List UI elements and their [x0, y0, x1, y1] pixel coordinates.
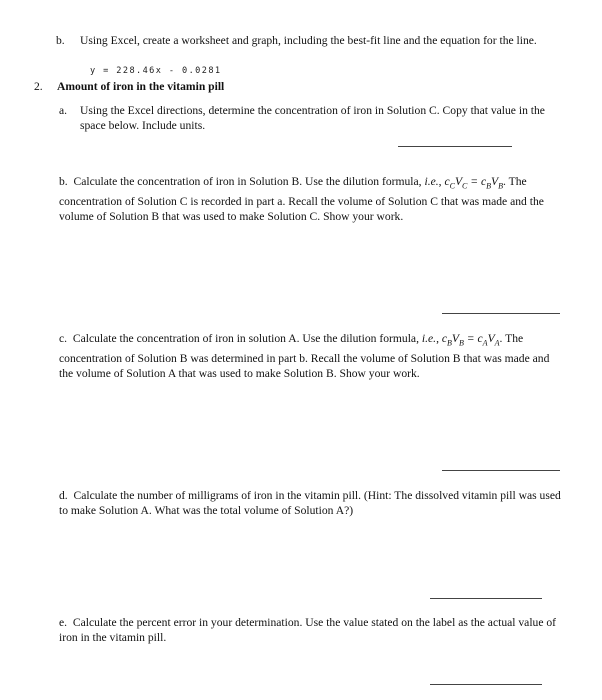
section-title: Amount of iron in the vitamin pill — [57, 80, 225, 93]
answer-line-c[interactable] — [442, 470, 560, 471]
question-e — [59, 615, 565, 645]
part-b-instructions: Using Excel, create a worksheet and graph, including the best-fit line and the equation for the line. — [80, 34, 537, 47]
question-e-marker: e. — [59, 616, 68, 629]
question-d-text: Calculate the number of milligrams of iron in the vitamin pill. (Hint: The dissolved vitamin pill was used to make Solution A. What was the total volume of Solution A?) — [59, 489, 561, 518]
question-c-ie: i.e. — [421, 332, 437, 345]
question-b: b. Calculate the concentration of iron in Solution B. Use the dilution formula, i.e., $c_CV_C = c_BV_B$. The concentration of Solution C is recorded in part a. Recall the volume of Solution C that was made and the volume of Solution B that was used to make Solution C. Show your work. — [59, 175, 544, 223]
answer-line-e[interactable] — [430, 684, 542, 685]
question-b-intro: Calculate the concentration of iron in Solution B. Use the dilution formula, — [73, 175, 422, 188]
question-a-text: Using the Excel directions, determine the concentration of iron in Solution C. Copy that value in the space below. Include units. — [80, 104, 545, 133]
answer-line-d[interactable] — [430, 598, 542, 599]
part-b-marker: b. — [56, 34, 65, 47]
question-b-rest: . The concentration of Solution C is recorded in part a. Recall the volume of Solution C that was made and the volume of Solution B that was used to make Solution C. Show your work. — [59, 175, 544, 223]
question-c-rest: . The concentration of Solution B was determined in part b. Recall the volume of Solution B that was made and the volume of Solution A that was used to make Solution B. Show your work. — [59, 332, 550, 380]
question-b-marker: b. — [59, 175, 68, 188]
question-e-text: Calculate the percent error in your determination. Use the value stated on the label as the actual value of iron in the vitamin pill. — [59, 616, 557, 645]
question-d-marker: d. — [59, 489, 68, 502]
handwritten-equation: y = 228.46x - 0.0281 — [90, 66, 222, 76]
question-c-marker: c. — [59, 332, 68, 345]
section-number: 2. — [34, 80, 43, 93]
answer-line-a[interactable] — [398, 146, 512, 147]
question-b-ie: i.e. — [424, 175, 439, 188]
question-c-intro: Calculate the concentration of iron in solution A. Use the dilution formula, — [72, 332, 419, 345]
question-c: c. Calculate the concentration of iron in solution A. Use the dilution formula, i.e., $c_BV_B = c_AV_A$. The concentration of Solution B was determined in part b. Recall the volume of Solution B that was made and the volume of Solution A that was used to make Solution B. Show your work. — [59, 332, 550, 380]
question-a-marker: a. — [59, 104, 68, 117]
question-d — [59, 488, 565, 518]
question-b-formula: $c_CV_C = c_BV_B$ — [444, 175, 504, 191]
question-c-formula: $c_BV_B = c_AV_A$ — [441, 332, 500, 348]
answer-line-b[interactable] — [442, 313, 560, 314]
